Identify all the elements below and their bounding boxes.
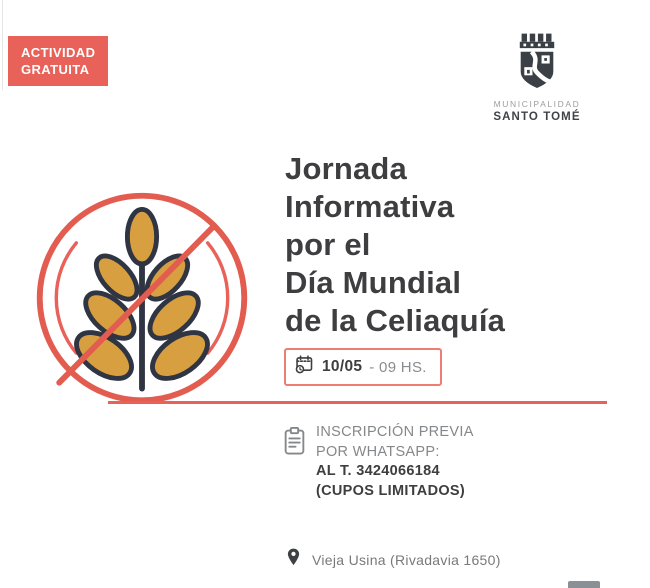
location-row	[286, 547, 501, 572]
location-pin-icon	[286, 547, 301, 572]
logo-org-label: MUNICIPALIDAD	[493, 99, 581, 109]
municipal-crest-icon	[472, 24, 602, 94]
badge-line-1: ACTIVIDAD	[21, 45, 96, 60]
registration-line-1: INSCRIPCIÓN PREVIA	[316, 424, 474, 440]
registration-line-2: POR WHATSAPP:	[316, 443, 440, 460]
municipality-logo	[472, 24, 602, 123]
badge-line-2: GRATUITA	[21, 62, 90, 77]
title-line-3: por el	[285, 227, 371, 262]
logo-city-label: SANTO TOMÉ	[493, 111, 581, 123]
clipboard-icon	[282, 423, 307, 461]
title-line-5: de la Celiaquía	[285, 303, 506, 338]
registration-text	[316, 423, 474, 501]
calendar-clock-icon	[294, 354, 315, 380]
title-line-2: Informativa	[285, 189, 455, 224]
event-time: - 09 HS.	[369, 358, 427, 376]
page-title	[285, 150, 505, 340]
screen-edge-line	[2, 0, 3, 90]
title-line-1: Jornada	[285, 151, 407, 186]
location-text: Vieja Usina (Rivadavia 1650)	[312, 551, 501, 568]
free-activity-badge	[8, 36, 108, 86]
registration-phone: AL T. 3424066184	[316, 463, 440, 479]
registration-limited-note: (CUPOS LIMITADOS)	[316, 482, 466, 499]
title-line-4: Día Mundial	[285, 265, 462, 300]
partial-hidden-button[interactable]	[568, 581, 600, 588]
accent-divider-line	[108, 401, 607, 404]
event-date: 10/05	[322, 358, 363, 375]
no-gluten-wheat-icon	[30, 186, 254, 410]
registration-block	[282, 423, 474, 501]
event-date-box	[284, 348, 442, 386]
